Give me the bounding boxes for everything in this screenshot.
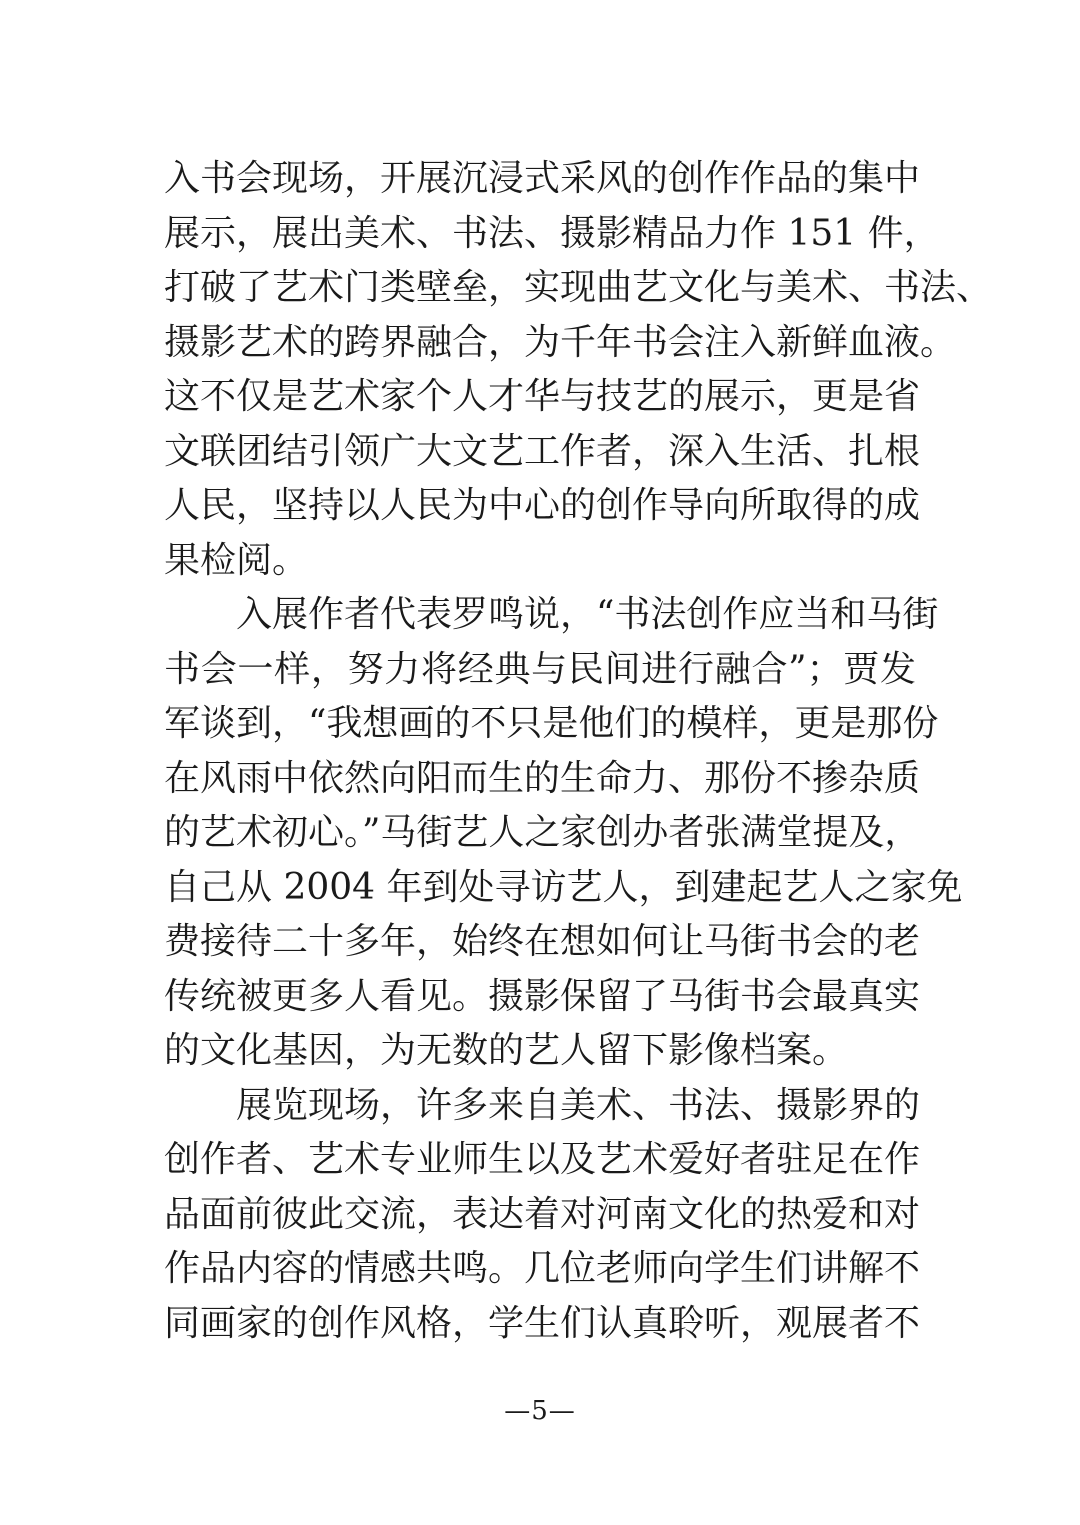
text-line: 入书会现场，开展沉浸式采风的创作作品的集中	[164, 158, 921, 199]
text-line: 展示，展出美术、书法、摄影精品力作 151 件，	[164, 212, 940, 254]
text-line: 这不仅是艺术家个人才华与技艺的展示，更是省	[164, 376, 921, 417]
text-line: 文联团结引领广大文艺工作者，深入生活、扎根	[164, 430, 921, 472]
text-line: 的艺术初心。”马街艺人之家创办者张满堂提及，	[164, 812, 921, 853]
text-line: 同画家的创作风格，学生们认真聆听，观展者不	[164, 1302, 921, 1344]
text-line: 果检阅。	[164, 539, 309, 581]
text-line: 入展作者代表罗鸣说，“书法创作应当和马街	[236, 594, 939, 635]
text-line: 书会一样，努力将经典与民间进行融合”；贾发	[164, 648, 916, 690]
page-number: —5—	[504, 1396, 576, 1426]
text-line: 摄影艺术的跨界融合，为千年书会注入新鲜血液。	[164, 321, 957, 363]
text-line: 传统被更多人看见。摄影保留了马街书会最真实	[164, 975, 921, 1017]
text-line: 品面前彼此交流，表达着对河南文化的热爱和对	[164, 1193, 921, 1235]
text-line: 在风雨中依然向阳而生的生命力、那份不掺杂质	[164, 757, 921, 799]
text-line: 创作者、艺术专业师生以及艺术爱好者驻足在作	[164, 1139, 921, 1180]
text-line: 自己从 2004 年到处寻访艺人，到建起艺人之家免	[164, 866, 963, 908]
text-line: 作品内容的情感共鸣。几位老师向学生们讲解不	[164, 1248, 921, 1289]
text-line: 人民，坚持以人民为中心的创作导向所取得的成	[164, 485, 921, 526]
text-line: 打破了艺术门类壁垒，实现曲艺文化与美术、书法、	[164, 267, 993, 308]
text-line: 展览现场，许多来自美术、书法、摄影界的	[236, 1084, 921, 1126]
text-line: 的文化基因，为无数的艺人留下影像档案。	[164, 1030, 849, 1071]
text-line: 军谈到，“我想画的不只是他们的模样，更是那份	[164, 703, 939, 744]
body-text	[164, 152, 993, 1351]
text-line: 费接待二十多年，始终在想如何让马街书会的老	[164, 921, 921, 962]
